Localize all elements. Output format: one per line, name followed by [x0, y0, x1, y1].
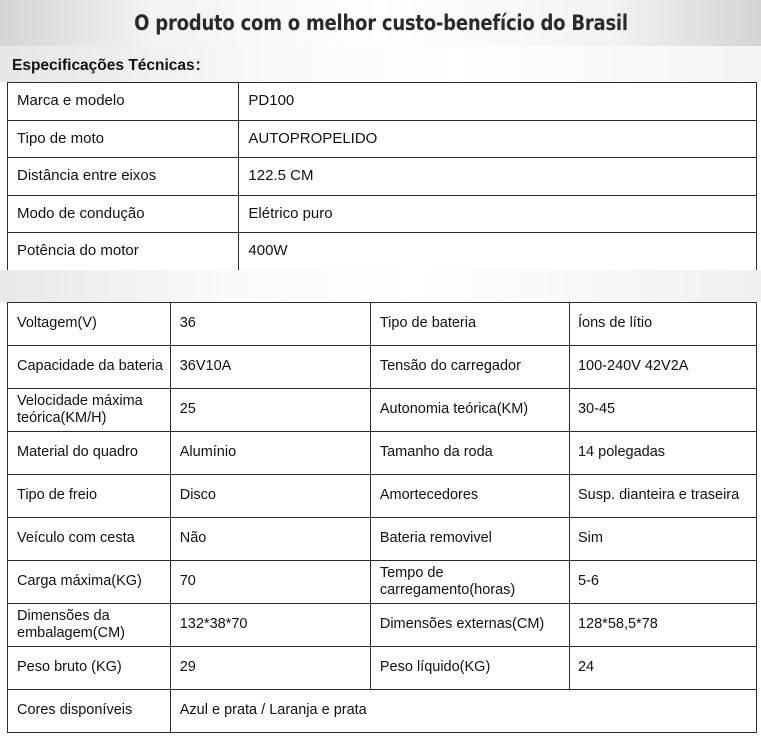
- section-title: Especificações Técnicas：: [12, 57, 211, 74]
- basic-spec-table: [7, 82, 757, 271]
- spec-label: Tempo de carregamento(horas): [370, 561, 569, 604]
- table-row: [8, 195, 757, 233]
- spec-label: Bateria removivel: [370, 518, 569, 561]
- table-row: [8, 83, 757, 121]
- spec-label: Voltagem(V): [8, 303, 171, 346]
- spec-label: Tipo de freio: [8, 475, 171, 518]
- spec-value: 70: [170, 561, 370, 604]
- spec-label: Veículo com cesta: [8, 518, 171, 561]
- spec-label: Dimensões da embalagem(CM): [8, 604, 171, 647]
- spec-value: Susp. dianteira e traseira: [569, 475, 756, 518]
- spec-value: 24: [569, 647, 756, 690]
- spec-value: 400W: [239, 233, 757, 271]
- spec-label: Tensão do carregador: [370, 346, 569, 389]
- spec-label: Marca e modelo: [8, 83, 239, 121]
- spec-value: 25: [170, 389, 370, 432]
- table-row: [8, 346, 757, 389]
- spec-value: Íons de lítio: [569, 303, 756, 346]
- table-row: [8, 690, 757, 733]
- spec-label: Dimensões externas(CM): [370, 604, 569, 647]
- spec-label: Amortecedores: [370, 475, 569, 518]
- spec-value: Disco: [170, 475, 370, 518]
- spec-value: Não: [170, 518, 370, 561]
- table-row: [8, 233, 757, 271]
- spec-label: Tipo de bateria: [370, 303, 569, 346]
- spec-value: 100-240V 42V2A: [569, 346, 756, 389]
- spec-label: Distância entre eixos: [8, 158, 239, 196]
- spec-value: 36: [170, 303, 370, 346]
- spec-label: Peso líquido(KG): [370, 647, 569, 690]
- detailed-spec-table: [7, 302, 757, 733]
- page-title: O produto com o melhor custo-benefício do Brasil: [133, 11, 628, 35]
- spec-value: Elétrico puro: [239, 195, 757, 233]
- spec-label: Potência do motor: [8, 233, 239, 271]
- table-row: [8, 561, 757, 604]
- spec-value: Alumínio: [170, 432, 370, 475]
- spec-label: Carga máxima(KG): [8, 561, 171, 604]
- table-row: [8, 120, 757, 158]
- spec-label: Tamanho da roda: [370, 432, 569, 475]
- table-row: [8, 475, 757, 518]
- table-row: [8, 604, 757, 647]
- table-row: [8, 432, 757, 475]
- table-row: [8, 389, 757, 432]
- spec-value: PD100: [239, 83, 757, 121]
- spec-label: Capacidade da bateria: [8, 346, 171, 389]
- spec-value: 122.5 CM: [239, 158, 757, 196]
- spec-label: Material do quadro: [8, 432, 171, 475]
- spec-label: Modo de condução: [8, 195, 239, 233]
- table-row: [8, 303, 757, 346]
- spec-value: 36V10A: [170, 346, 370, 389]
- spec-label: Peso bruto (KG): [8, 647, 171, 690]
- spec-value: Azul e prata / Laranja e prata: [170, 690, 756, 733]
- spec-value: 29: [170, 647, 370, 690]
- spec-value: 5-6: [569, 561, 756, 604]
- spec-label: Velocidade máxima teórica(KM/H): [8, 389, 171, 432]
- spec-value: 132*38*70: [170, 604, 370, 647]
- section-header: [0, 46, 761, 82]
- table-row: [8, 518, 757, 561]
- table-row: [8, 158, 757, 196]
- table-row: [8, 647, 757, 690]
- spec-label: Cores disponíveis: [8, 690, 171, 733]
- spec-value: AUTOPROPELIDO: [239, 120, 757, 158]
- section-divider: [0, 270, 761, 302]
- spec-value: 14 polegadas: [569, 432, 756, 475]
- spec-label: Autonomia teórica(KM): [370, 389, 569, 432]
- spec-value: 30-45: [569, 389, 756, 432]
- title-banner: [0, 0, 761, 46]
- spec-label: Tipo de moto: [8, 120, 239, 158]
- spec-value: Sim: [569, 518, 756, 561]
- spec-value: 128*58,5*78: [569, 604, 756, 647]
